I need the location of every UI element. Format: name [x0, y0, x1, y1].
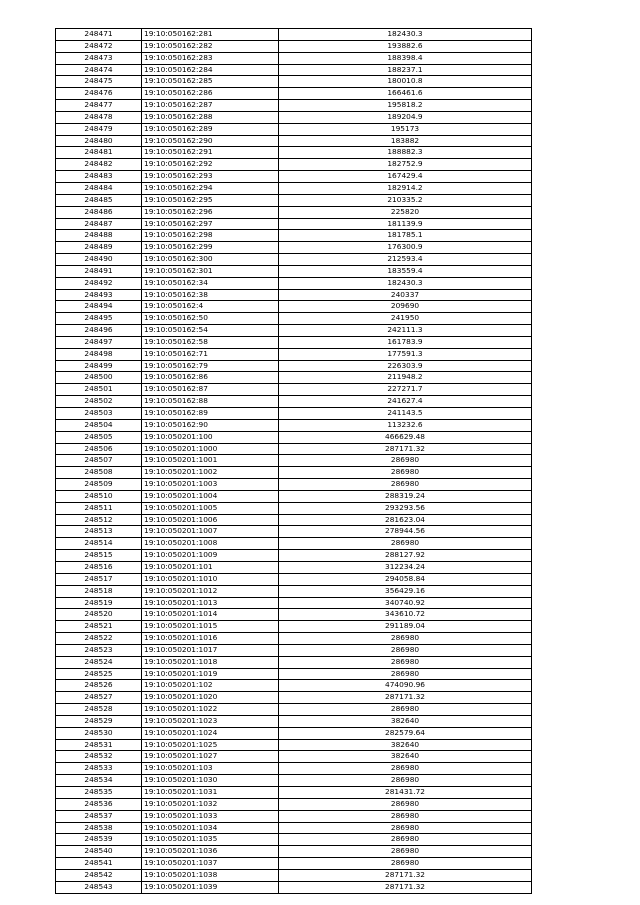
row-number-cell: 248479	[56, 123, 142, 135]
cadastral-number-cell: 19:10:050201:1020	[142, 692, 279, 704]
value-cell: 182430.3	[279, 29, 532, 41]
cadastral-number-cell: 19:10:050162:294	[142, 182, 279, 194]
row-number-cell: 248522	[56, 633, 142, 645]
table-row	[56, 704, 532, 716]
cadastral-number-cell: 19:10:050162:285	[142, 76, 279, 88]
cadastral-number-cell: 19:10:050201:1005	[142, 502, 279, 514]
cadastral-number-cell: 19:10:050162:283	[142, 52, 279, 64]
table-row	[56, 692, 532, 704]
table-row	[56, 858, 532, 870]
cadastral-number-cell: 19:10:050162:290	[142, 135, 279, 147]
cadastral-number-cell: 19:10:050201:1015	[142, 621, 279, 633]
table-row	[56, 727, 532, 739]
value-cell: 182430.3	[279, 277, 532, 289]
row-number-cell: 248501	[56, 384, 142, 396]
cadastral-number-cell: 19:10:050201:1016	[142, 633, 279, 645]
value-cell: 466629.48	[279, 431, 532, 443]
value-cell: 241950	[279, 313, 532, 325]
value-cell: 189204.9	[279, 111, 532, 123]
cadastral-number-cell: 19:10:050162:58	[142, 336, 279, 348]
row-number-cell: 248533	[56, 763, 142, 775]
value-cell: 286980	[279, 633, 532, 645]
table-row	[56, 455, 532, 467]
row-number-cell: 248475	[56, 76, 142, 88]
row-number-cell: 248540	[56, 846, 142, 858]
table-row	[56, 325, 532, 337]
cadastral-number-cell: 19:10:050201:1024	[142, 727, 279, 739]
value-cell: 286980	[279, 668, 532, 680]
cadastral-value-table	[55, 28, 532, 894]
cadastral-number-cell: 19:10:050201:1035	[142, 834, 279, 846]
cadastral-number-cell: 19:10:050162:86	[142, 372, 279, 384]
value-cell: 286980	[279, 656, 532, 668]
value-cell: 286980	[279, 704, 532, 716]
table-row	[56, 40, 532, 52]
row-number-cell: 248521	[56, 621, 142, 633]
table-row	[56, 76, 532, 88]
cadastral-number-cell: 19:10:050201:1006	[142, 514, 279, 526]
value-cell: 474090.96	[279, 680, 532, 692]
row-number-cell: 248530	[56, 727, 142, 739]
value-cell: 188398.4	[279, 52, 532, 64]
row-number-cell: 248487	[56, 218, 142, 230]
table-row	[56, 159, 532, 171]
row-number-cell: 248536	[56, 798, 142, 810]
row-number-cell: 248512	[56, 514, 142, 526]
row-number-cell: 248507	[56, 455, 142, 467]
value-cell: 287171.32	[279, 443, 532, 455]
value-cell: 286980	[279, 644, 532, 656]
cadastral-number-cell: 19:10:050162:297	[142, 218, 279, 230]
value-cell: 286980	[279, 822, 532, 834]
value-cell: 281623.04	[279, 514, 532, 526]
row-number-cell: 248482	[56, 159, 142, 171]
row-number-cell: 248474	[56, 64, 142, 76]
value-cell: 286980	[279, 798, 532, 810]
value-cell: 212593.4	[279, 254, 532, 266]
row-number-cell: 248488	[56, 230, 142, 242]
row-number-cell: 248516	[56, 561, 142, 573]
value-cell: 281431.72	[279, 787, 532, 799]
row-number-cell: 248493	[56, 289, 142, 301]
cadastral-number-cell: 19:10:050162:89	[142, 408, 279, 420]
table-row	[56, 798, 532, 810]
row-number-cell: 248518	[56, 585, 142, 597]
value-cell: 182752.9	[279, 159, 532, 171]
table-row	[56, 538, 532, 550]
cadastral-number-cell: 19:10:050162:289	[142, 123, 279, 135]
table-row	[56, 668, 532, 680]
row-number-cell: 248490	[56, 254, 142, 266]
table-row	[56, 656, 532, 668]
row-number-cell: 248491	[56, 265, 142, 277]
table-row	[56, 881, 532, 893]
cadastral-number-cell: 19:10:050162:293	[142, 171, 279, 183]
table-row	[56, 336, 532, 348]
value-cell: 188882.3	[279, 147, 532, 159]
value-cell: 181785.1	[279, 230, 532, 242]
value-cell: 286980	[279, 467, 532, 479]
cadastral-number-cell: 19:10:050201:101	[142, 561, 279, 573]
row-number-cell: 248471	[56, 29, 142, 41]
row-number-cell: 248505	[56, 431, 142, 443]
table-row	[56, 573, 532, 585]
cadastral-number-cell: 19:10:050162:288	[142, 111, 279, 123]
cadastral-number-cell: 19:10:050201:1002	[142, 467, 279, 479]
row-number-cell: 248528	[56, 704, 142, 716]
cadastral-number-cell: 19:10:050162:287	[142, 100, 279, 112]
cadastral-number-cell: 19:10:050201:1023	[142, 715, 279, 727]
cadastral-number-cell: 19:10:050162:282	[142, 40, 279, 52]
table-row	[56, 123, 532, 135]
row-number-cell: 248496	[56, 325, 142, 337]
cadastral-number-cell: 19:10:050162:298	[142, 230, 279, 242]
cadastral-number-cell: 19:10:050162:34	[142, 277, 279, 289]
table-row	[56, 561, 532, 573]
cadastral-number-cell: 19:10:050162:54	[142, 325, 279, 337]
row-number-cell: 248500	[56, 372, 142, 384]
table-row	[56, 313, 532, 325]
cadastral-number-cell: 19:10:050162:296	[142, 206, 279, 218]
table-row	[56, 348, 532, 360]
value-cell: 183882	[279, 135, 532, 147]
cadastral-number-cell: 19:10:050162:88	[142, 396, 279, 408]
row-number-cell: 248534	[56, 775, 142, 787]
value-cell: 176300.9	[279, 242, 532, 254]
row-number-cell: 248476	[56, 88, 142, 100]
value-cell: 188237.1	[279, 64, 532, 76]
table-row	[56, 810, 532, 822]
value-cell: 278944.56	[279, 526, 532, 538]
value-cell: 286980	[279, 834, 532, 846]
value-cell: 209690	[279, 301, 532, 313]
row-number-cell: 248519	[56, 597, 142, 609]
table-row	[56, 52, 532, 64]
value-cell: 241143.5	[279, 408, 532, 420]
table-row	[56, 502, 532, 514]
value-cell: 193882.6	[279, 40, 532, 52]
table-row	[56, 739, 532, 751]
row-number-cell: 248486	[56, 206, 142, 218]
table-row	[56, 384, 532, 396]
value-cell: 195818.2	[279, 100, 532, 112]
cadastral-number-cell: 19:10:050201:1019	[142, 668, 279, 680]
cadastral-number-cell: 19:10:050201:1009	[142, 550, 279, 562]
value-cell: 286980	[279, 858, 532, 870]
row-number-cell: 248502	[56, 396, 142, 408]
row-number-cell: 248514	[56, 538, 142, 550]
row-number-cell: 248492	[56, 277, 142, 289]
table-row	[56, 111, 532, 123]
cadastral-number-cell: 19:10:050162:286	[142, 88, 279, 100]
table-row	[56, 242, 532, 254]
table-row	[56, 869, 532, 881]
value-cell: 210335.2	[279, 194, 532, 206]
cadastral-number-cell: 19:10:050201:1027	[142, 751, 279, 763]
table-row	[56, 171, 532, 183]
row-number-cell: 248520	[56, 609, 142, 621]
table-row	[56, 360, 532, 372]
row-number-cell: 248495	[56, 313, 142, 325]
table-row	[56, 751, 532, 763]
value-cell: 286980	[279, 455, 532, 467]
table-row	[56, 763, 532, 775]
cadastral-number-cell: 19:10:050201:1025	[142, 739, 279, 751]
cadastral-number-cell: 19:10:050162:299	[142, 242, 279, 254]
table-row	[56, 100, 532, 112]
table-row	[56, 182, 532, 194]
cadastral-number-cell: 19:10:050162:38	[142, 289, 279, 301]
table-row	[56, 822, 532, 834]
cadastral-number-cell: 19:10:050201:100	[142, 431, 279, 443]
table-row	[56, 609, 532, 621]
cadastral-number-cell: 19:10:050162:301	[142, 265, 279, 277]
value-cell: 356429.16	[279, 585, 532, 597]
cadastral-number-cell: 19:10:050201:102	[142, 680, 279, 692]
row-number-cell: 248473	[56, 52, 142, 64]
cadastral-number-cell: 19:10:050201:1000	[142, 443, 279, 455]
table-row	[56, 680, 532, 692]
cadastral-number-cell: 19:10:050201:1004	[142, 490, 279, 502]
value-cell: 211948.2	[279, 372, 532, 384]
cadastral-number-cell: 19:10:050201:1018	[142, 656, 279, 668]
value-cell: 113232.6	[279, 419, 532, 431]
cadastral-number-cell: 19:10:050201:1036	[142, 846, 279, 858]
row-number-cell: 248529	[56, 715, 142, 727]
row-number-cell: 248524	[56, 656, 142, 668]
cadastral-number-cell: 19:10:050201:1038	[142, 869, 279, 881]
value-cell: 286980	[279, 810, 532, 822]
value-cell: 161783.9	[279, 336, 532, 348]
table-row	[56, 254, 532, 266]
row-number-cell: 248541	[56, 858, 142, 870]
value-cell: 166461.6	[279, 88, 532, 100]
table-row	[56, 265, 532, 277]
row-number-cell: 248494	[56, 301, 142, 313]
cadastral-number-cell: 19:10:050201:1001	[142, 455, 279, 467]
row-number-cell: 248478	[56, 111, 142, 123]
cadastral-number-cell: 19:10:050201:1003	[142, 479, 279, 491]
row-number-cell: 248537	[56, 810, 142, 822]
row-number-cell: 248525	[56, 668, 142, 680]
table-row	[56, 585, 532, 597]
cadastral-number-cell: 19:10:050201:1017	[142, 644, 279, 656]
table-body	[56, 29, 532, 894]
row-number-cell: 248526	[56, 680, 142, 692]
row-number-cell: 248510	[56, 490, 142, 502]
value-cell: 241627.4	[279, 396, 532, 408]
cadastral-number-cell: 19:10:050201:1034	[142, 822, 279, 834]
value-cell: 312234.24	[279, 561, 532, 573]
table-row	[56, 633, 532, 645]
cadastral-number-cell: 19:10:050201:1008	[142, 538, 279, 550]
table-row	[56, 514, 532, 526]
value-cell: 286980	[279, 479, 532, 491]
cadastral-number-cell: 19:10:050201:1037	[142, 858, 279, 870]
row-number-cell: 248517	[56, 573, 142, 585]
cadastral-number-cell: 19:10:050162:295	[142, 194, 279, 206]
table-row	[56, 289, 532, 301]
table-row	[56, 230, 532, 242]
value-cell: 227271.7	[279, 384, 532, 396]
row-number-cell: 248515	[56, 550, 142, 562]
row-number-cell: 248523	[56, 644, 142, 656]
table-row	[56, 479, 532, 491]
row-number-cell: 248504	[56, 419, 142, 431]
row-number-cell: 248497	[56, 336, 142, 348]
table-row	[56, 431, 532, 443]
cadastral-number-cell: 19:10:050162:300	[142, 254, 279, 266]
value-cell: 286980	[279, 846, 532, 858]
table-row	[56, 29, 532, 41]
cadastral-number-cell: 19:10:050201:1030	[142, 775, 279, 787]
cadastral-number-cell: 19:10:050201:1013	[142, 597, 279, 609]
value-cell: 382640	[279, 739, 532, 751]
value-cell: 182914.2	[279, 182, 532, 194]
cadastral-number-cell: 19:10:050162:71	[142, 348, 279, 360]
value-cell: 291189.04	[279, 621, 532, 633]
row-number-cell: 248542	[56, 869, 142, 881]
row-number-cell: 248485	[56, 194, 142, 206]
value-cell: 282579.64	[279, 727, 532, 739]
row-number-cell: 248499	[56, 360, 142, 372]
cadastral-number-cell: 19:10:050201:1012	[142, 585, 279, 597]
cadastral-number-cell: 19:10:050162:79	[142, 360, 279, 372]
table-row	[56, 396, 532, 408]
table-row	[56, 443, 532, 455]
cadastral-number-cell: 19:10:050162:292	[142, 159, 279, 171]
table-row	[56, 135, 532, 147]
value-cell: 287171.32	[279, 869, 532, 881]
row-number-cell: 248539	[56, 834, 142, 846]
value-cell: 177591.3	[279, 348, 532, 360]
cadastral-number-cell: 19:10:050201:1032	[142, 798, 279, 810]
cadastral-number-cell: 19:10:050201:1039	[142, 881, 279, 893]
table-row	[56, 419, 532, 431]
value-cell: 343610.72	[279, 609, 532, 621]
table-row	[56, 644, 532, 656]
row-number-cell: 248481	[56, 147, 142, 159]
value-cell: 183559.4	[279, 265, 532, 277]
table-row	[56, 775, 532, 787]
value-cell: 340740.92	[279, 597, 532, 609]
cadastral-number-cell: 19:10:050201:1033	[142, 810, 279, 822]
cadastral-number-cell: 19:10:050162:281	[142, 29, 279, 41]
row-number-cell: 248511	[56, 502, 142, 514]
row-number-cell: 248509	[56, 479, 142, 491]
value-cell: 286980	[279, 538, 532, 550]
row-number-cell: 248480	[56, 135, 142, 147]
cadastral-number-cell: 19:10:050162:90	[142, 419, 279, 431]
cadastral-number-cell: 19:10:050201:1007	[142, 526, 279, 538]
cadastral-number-cell: 19:10:050201:103	[142, 763, 279, 775]
table-row	[56, 194, 532, 206]
value-cell: 286980	[279, 763, 532, 775]
row-number-cell: 248472	[56, 40, 142, 52]
value-cell: 288319.24	[279, 490, 532, 502]
row-number-cell: 248513	[56, 526, 142, 538]
value-cell: 180010.8	[279, 76, 532, 88]
cadastral-number-cell: 19:10:050162:50	[142, 313, 279, 325]
value-cell: 287171.32	[279, 692, 532, 704]
value-cell: 181139.9	[279, 218, 532, 230]
cadastral-number-cell: 19:10:050162:87	[142, 384, 279, 396]
value-cell: 240337	[279, 289, 532, 301]
row-number-cell: 248508	[56, 467, 142, 479]
table-row	[56, 408, 532, 420]
table-row	[56, 787, 532, 799]
value-cell: 226303.9	[279, 360, 532, 372]
table-row	[56, 846, 532, 858]
value-cell: 195173	[279, 123, 532, 135]
table-row	[56, 88, 532, 100]
table-row	[56, 206, 532, 218]
value-cell: 294058.84	[279, 573, 532, 585]
table-row	[56, 147, 532, 159]
table-row	[56, 218, 532, 230]
value-cell: 286980	[279, 775, 532, 787]
table-row	[56, 834, 532, 846]
row-number-cell: 248484	[56, 182, 142, 194]
row-number-cell: 248535	[56, 787, 142, 799]
value-cell: 288127.92	[279, 550, 532, 562]
table-row	[56, 64, 532, 76]
cadastral-number-cell: 19:10:050201:1014	[142, 609, 279, 621]
table-row	[56, 372, 532, 384]
table-row	[56, 621, 532, 633]
value-cell: 225820	[279, 206, 532, 218]
value-cell: 287171.32	[279, 881, 532, 893]
table-row	[56, 715, 532, 727]
cadastral-number-cell: 19:10:050162:291	[142, 147, 279, 159]
row-number-cell: 248543	[56, 881, 142, 893]
row-number-cell: 248483	[56, 171, 142, 183]
table-row	[56, 490, 532, 502]
row-number-cell: 248532	[56, 751, 142, 763]
table-row	[56, 550, 532, 562]
row-number-cell: 248477	[56, 100, 142, 112]
value-cell: 242111.3	[279, 325, 532, 337]
cadastral-number-cell: 19:10:050201:1031	[142, 787, 279, 799]
cadastral-number-cell: 19:10:050162:4	[142, 301, 279, 313]
value-cell: 293293.56	[279, 502, 532, 514]
table-row	[56, 526, 532, 538]
table-row	[56, 467, 532, 479]
value-cell: 382640	[279, 715, 532, 727]
cadastral-number-cell: 19:10:050201:1010	[142, 573, 279, 585]
row-number-cell: 248527	[56, 692, 142, 704]
table-row	[56, 597, 532, 609]
table-row	[56, 277, 532, 289]
row-number-cell: 248489	[56, 242, 142, 254]
row-number-cell: 248538	[56, 822, 142, 834]
row-number-cell: 248531	[56, 739, 142, 751]
value-cell: 167429.4	[279, 171, 532, 183]
row-number-cell: 248503	[56, 408, 142, 420]
row-number-cell: 248506	[56, 443, 142, 455]
table-row	[56, 301, 532, 313]
cadastral-number-cell: 19:10:050162:284	[142, 64, 279, 76]
row-number-cell: 248498	[56, 348, 142, 360]
cadastral-number-cell: 19:10:050201:1022	[142, 704, 279, 716]
value-cell: 382640	[279, 751, 532, 763]
